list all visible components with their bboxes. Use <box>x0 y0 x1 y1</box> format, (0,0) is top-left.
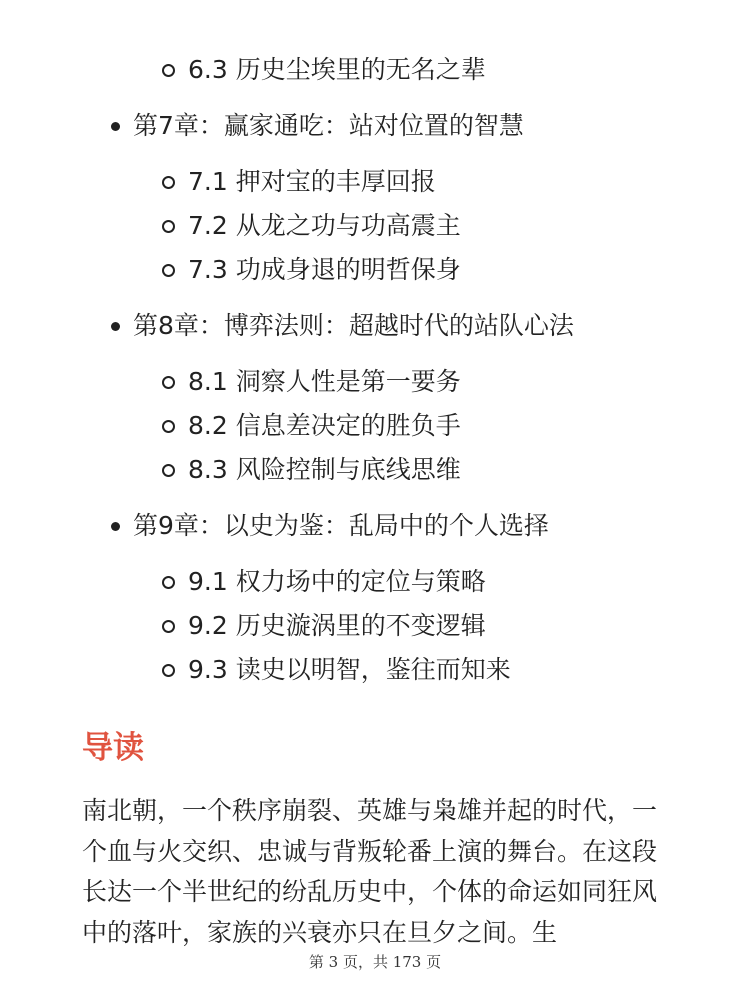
toc-item-9-1[interactable] <box>0 560 750 604</box>
circle-bullet-icon <box>162 220 175 233</box>
toc-item-label: 9.1 权力场中的定位与策略 <box>188 567 486 596</box>
circle-bullet-icon <box>162 64 175 77</box>
toc-item-label: 8.3 风险控制与底线思维 <box>188 455 461 484</box>
toc-chapter-label: 第7章：赢家通吃：站对位置的智慧 <box>133 111 524 140</box>
toc-item-label: 8.2 信息差决定的胜负手 <box>188 411 461 440</box>
dot-bullet-icon <box>111 522 120 531</box>
circle-bullet-icon <box>162 576 175 589</box>
toc-item-8-3[interactable] <box>0 448 750 492</box>
circle-bullet-icon <box>162 376 175 389</box>
toc-chapter-9[interactable] <box>0 504 750 548</box>
toc-item-7-2[interactable] <box>0 204 750 248</box>
page-number-footer: 第 3 页，共 173 页 <box>308 953 442 971</box>
table-of-contents <box>0 48 750 692</box>
toc-item-label: 9.3 读史以明智，鉴往而知来 <box>188 655 511 684</box>
toc-item-label: 9.2 历史漩涡里的不变逻辑 <box>188 611 486 640</box>
dot-bullet-icon <box>111 322 120 331</box>
toc-chapter-8[interactable] <box>0 304 750 348</box>
toc-item-label: 7.1 押对宝的丰厚回报 <box>188 167 436 196</box>
circle-bullet-icon <box>162 264 175 277</box>
toc-item-label: 7.2 从龙之功与功高震主 <box>188 211 461 240</box>
circle-bullet-icon <box>162 664 175 677</box>
toc-item-7-3[interactable] <box>0 248 750 292</box>
toc-item-label: 6.3 历史尘埃里的无名之辈 <box>188 55 486 84</box>
circle-bullet-icon <box>162 620 175 633</box>
toc-item-9-3[interactable] <box>0 648 750 692</box>
circle-bullet-icon <box>162 176 175 189</box>
toc-chapter-label: 第8章：博弈法则：超越时代的站队心法 <box>133 311 574 340</box>
toc-item-8-2[interactable] <box>0 404 750 448</box>
toc-item-label: 7.3 功成身退的明哲保身 <box>188 255 461 284</box>
intro-paragraph: 南北朝，一个秩序崩裂、英雄与枭雄并起的时代，一个血与火交织、忠诚与背叛轮番上演的舞台。在这段长达一个半世纪的纷乱历史中，个体的命运如同狂风中的落叶，家族的兴衰亦只在旦夕之间。生 <box>82 796 658 947</box>
toc-chapter-label: 第9章：以史为鉴：乱局中的个人选择 <box>133 511 549 540</box>
toc-item-6-3[interactable] <box>0 48 750 92</box>
toc-item-7-1[interactable] <box>0 160 750 204</box>
circle-bullet-icon <box>162 464 175 477</box>
dot-bullet-icon <box>111 122 120 131</box>
toc-item-8-1[interactable] <box>0 360 750 404</box>
toc-chapter-7[interactable] <box>0 104 750 148</box>
toc-item-label: 8.1 洞察人性是第一要务 <box>188 367 461 396</box>
section-heading: 导读 <box>82 730 144 766</box>
toc-item-9-2[interactable] <box>0 604 750 648</box>
circle-bullet-icon <box>162 420 175 433</box>
